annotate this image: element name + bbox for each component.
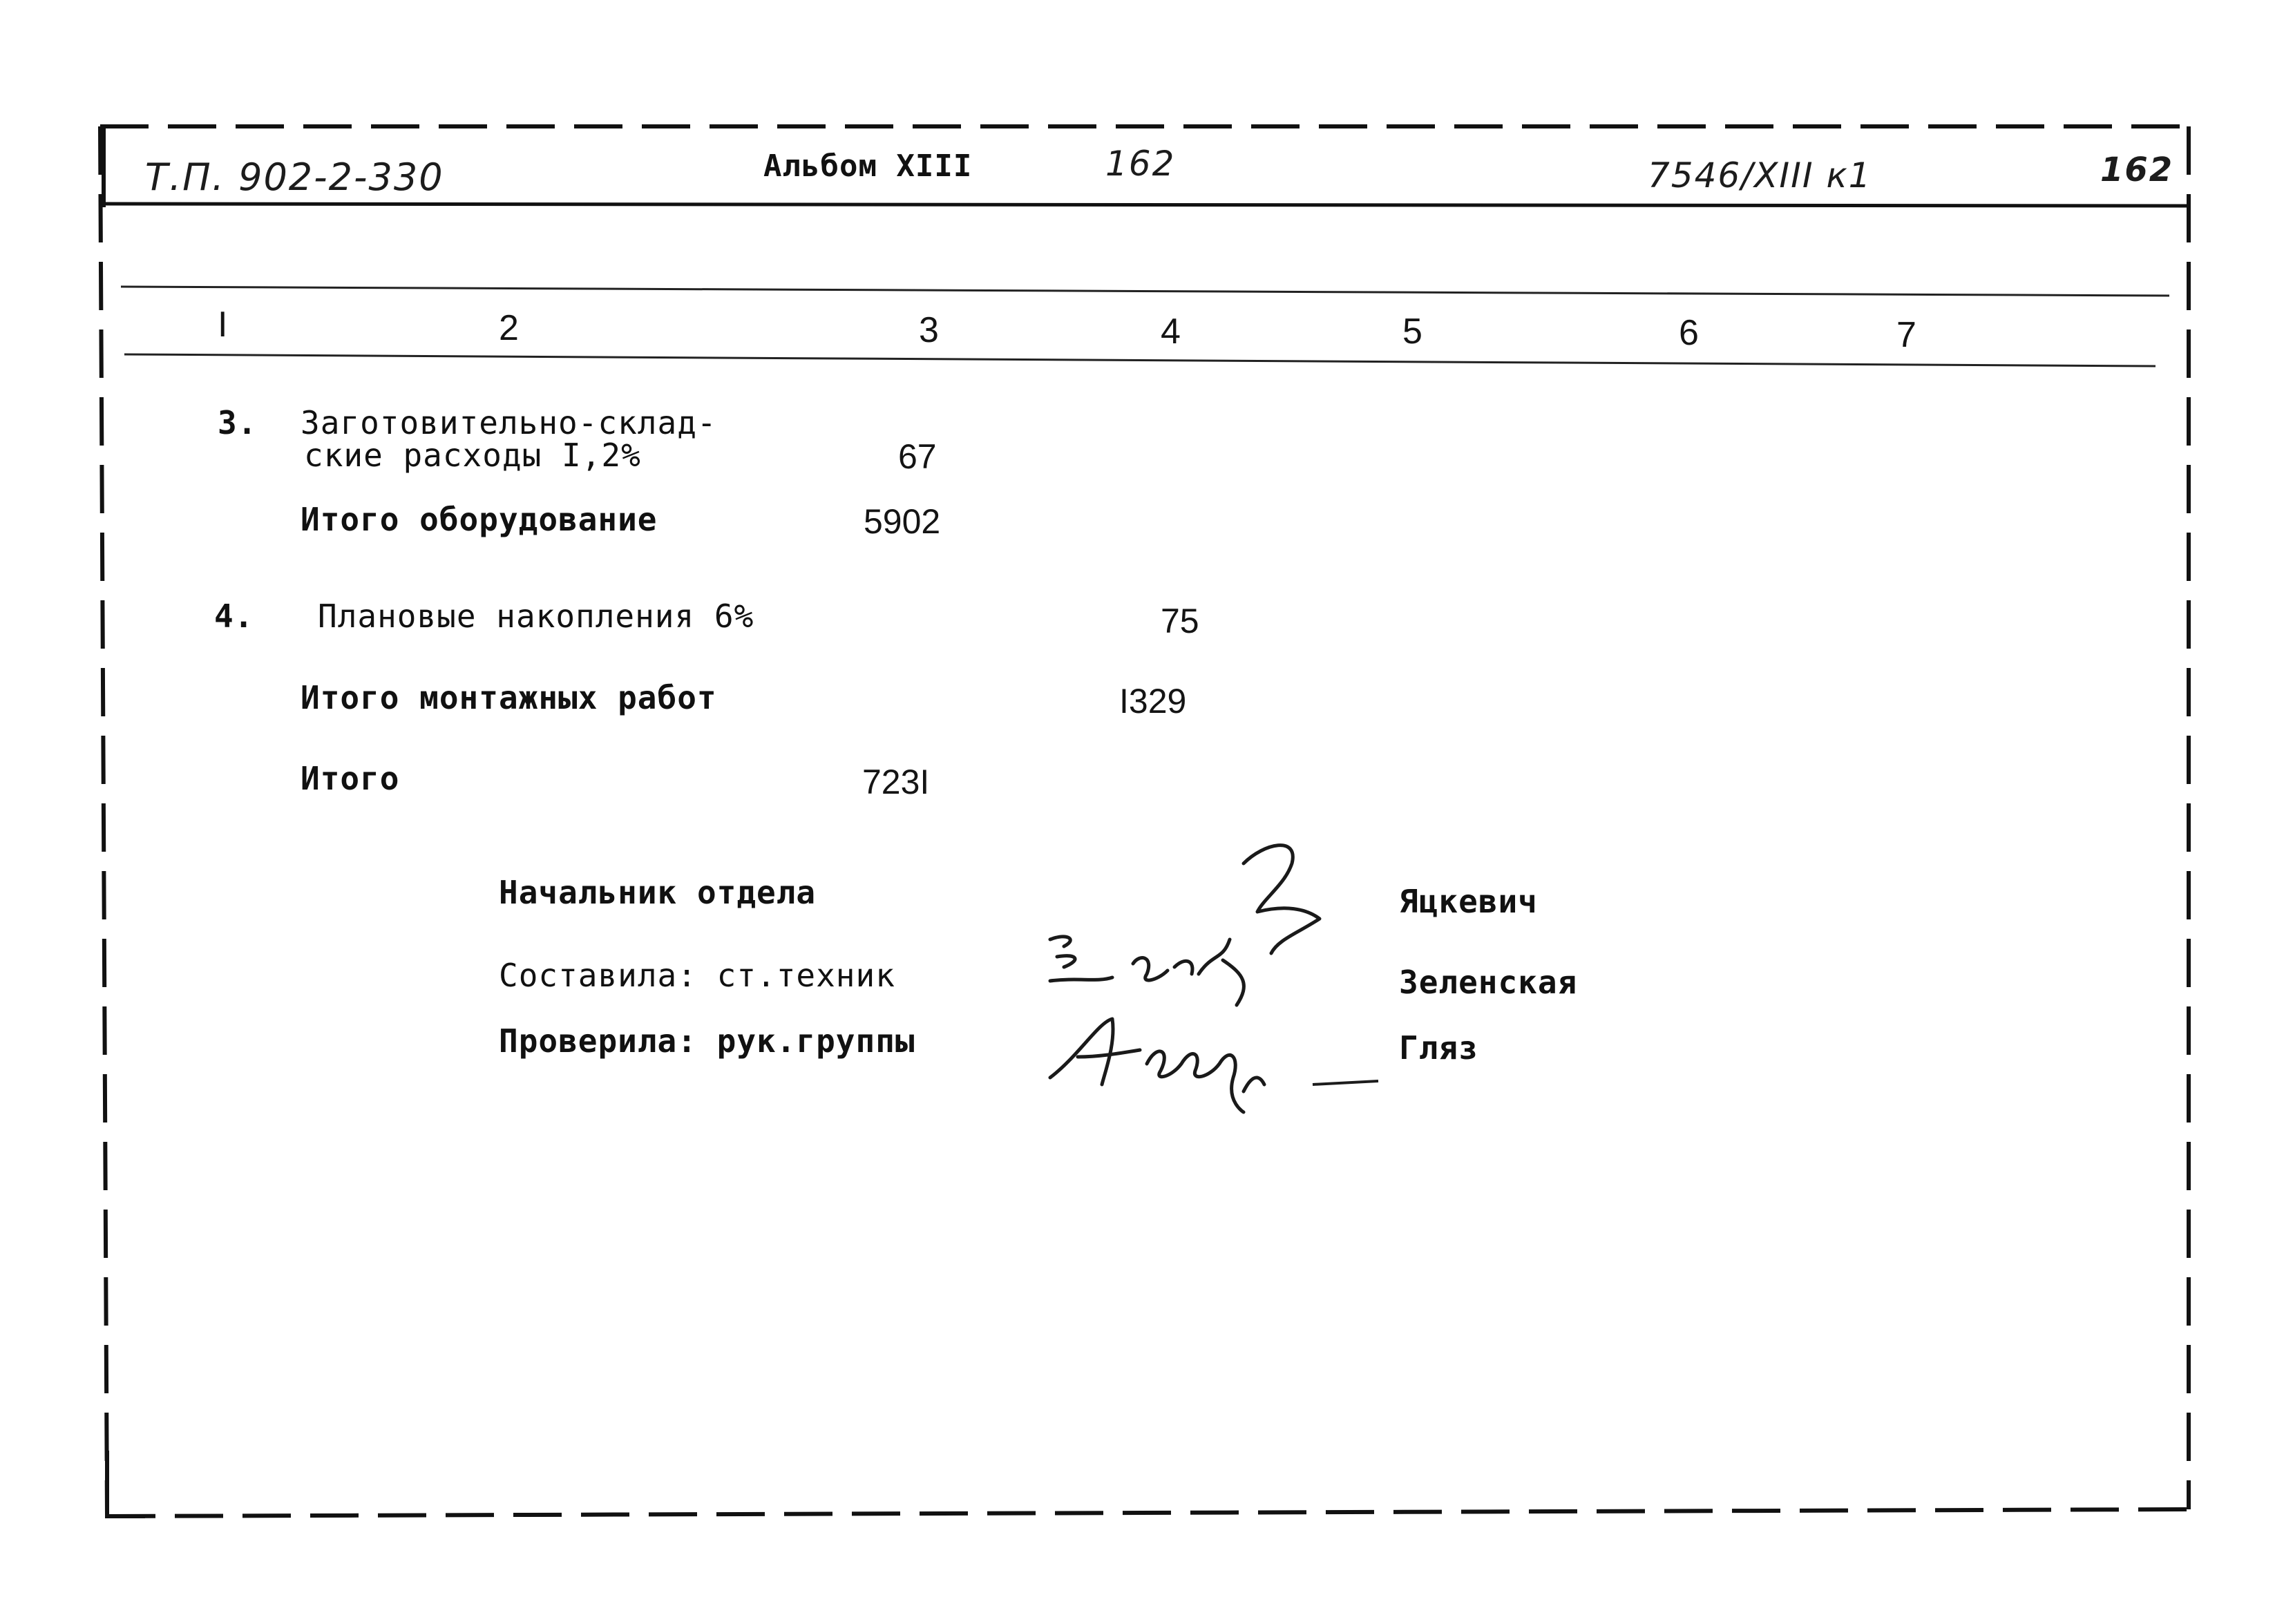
item-4-value: 75 [1161, 602, 1199, 640]
handwritten-signatures [1036, 836, 1396, 1126]
installation-total-value: I329 [1119, 682, 1187, 720]
table-top-rule [121, 287, 2169, 296]
page-number: 162 [2100, 151, 2174, 189]
grand-total-label: Итого [301, 760, 400, 797]
dashed-border [100, 126, 2189, 1516]
column-number-3: 3 [919, 310, 939, 350]
item-3-text-line-2: ские расходы I,2% [304, 437, 641, 474]
item-4-text: Плановые накопления 6% [318, 598, 754, 635]
equipment-total-label: Итого оборудование [301, 501, 658, 538]
border-bottom [107, 1509, 2187, 1516]
signature-head [1244, 846, 1320, 953]
compiled-by-title: Составила: ст.техник [499, 957, 895, 994]
column-number-6: 6 [1679, 313, 1699, 353]
column-number-5: 5 [1402, 312, 1422, 352]
grand-total-value: 723I [862, 763, 930, 801]
signature-compiled [1050, 937, 1244, 1005]
album-label: Альбом XIII [763, 149, 973, 184]
sheet-number: 162 [1105, 144, 1176, 184]
column-number-1: I [218, 305, 228, 345]
head-of-department-name: Яцкевич [1399, 883, 1538, 920]
table-header-rule [124, 354, 2155, 366]
checked-by-title: Проверила: рук.группы [499, 1022, 915, 1060]
equipment-total-value: 5902 [864, 502, 941, 541]
compiled-by-name: Зеленская [1399, 964, 1578, 1001]
item-4-number: 4. [214, 598, 254, 635]
item-3-number: 3. [218, 404, 258, 441]
item-3-text-line-1: Заготовительно-склад- [301, 404, 717, 441]
project-code: Т.П. 902-2-330 [145, 155, 444, 199]
column-number-7: 7 [1896, 315, 1916, 355]
installation-total-label: Итого монтажных работ [301, 679, 717, 716]
header-rule [102, 204, 2189, 206]
border-left [100, 126, 107, 1516]
item-3-value: 67 [898, 437, 937, 476]
signature-checked [1050, 1019, 1264, 1112]
column-number-2: 2 [499, 308, 519, 348]
archive-code: 7546/XIII к1 [1648, 155, 1872, 195]
checked-by-name: Гляз [1399, 1029, 1478, 1067]
column-number-4: 4 [1161, 312, 1181, 352]
head-of-department-title: Начальник отдела [499, 874, 817, 911]
corner-bottom-left [107, 1451, 145, 1516]
